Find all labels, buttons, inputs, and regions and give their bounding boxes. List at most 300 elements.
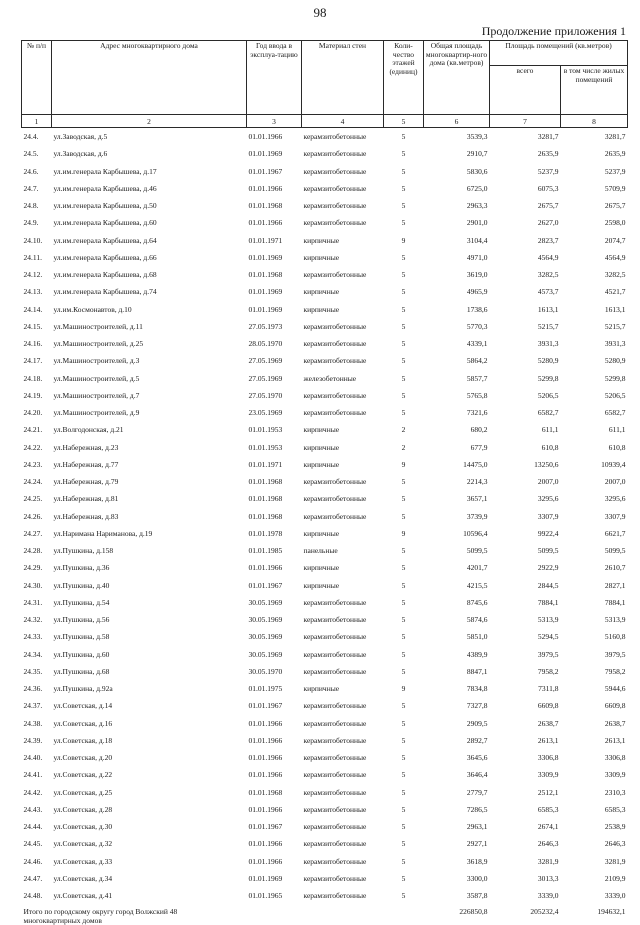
row-material: керамзитобетонные <box>303 856 367 866</box>
row-premises-all: 13250,6 <box>534 459 559 469</box>
row-total-area: 3539,3 <box>466 132 488 142</box>
row-floors: 5 <box>401 873 406 883</box>
table-row <box>22 835 628 852</box>
row-address: ул.Волгодонская, д.21 <box>53 425 124 435</box>
row-year: 01.01.1967 <box>248 701 283 711</box>
row-floors: 5 <box>401 839 406 849</box>
row-floors: 5 <box>401 477 406 487</box>
row-premises-residential: 2638,7 <box>604 718 626 728</box>
table-row <box>22 680 628 697</box>
row-material: керамзитобетонные <box>303 822 367 832</box>
row-address: ул.Советская, д.20 <box>53 753 113 763</box>
row-premises-residential: 5709,9 <box>604 183 626 193</box>
row-year: 27.05.1970 <box>248 390 283 400</box>
row-material: керамзитобетонные <box>303 615 367 625</box>
row-total-area: 5864,2 <box>466 356 488 366</box>
row-year: 01.01.1978 <box>248 528 283 538</box>
row-premises-residential: 7958,2 <box>604 666 626 676</box>
row-premises-residential: 2310,3 <box>604 787 626 797</box>
row-address: ул.Пушкина, д.40 <box>53 580 110 590</box>
row-premises-all: 7311,8 <box>538 684 559 694</box>
row-premises-all: 4573,7 <box>537 287 559 297</box>
table-row <box>22 490 628 507</box>
table-row <box>22 249 628 266</box>
header-total-area: Общая площадь многоквартир-ного дома (кв.метров) <box>424 41 490 115</box>
row-premises-residential: 6582,7 <box>604 408 626 418</box>
row-total-area: 3619,0 <box>466 270 488 280</box>
row-floors: 5 <box>401 321 406 331</box>
row-total-area: 4201,7 <box>466 563 488 573</box>
row-material: керамзитобетонные <box>303 787 367 797</box>
row-number: 24.22. <box>23 442 43 452</box>
row-premises-all: 5099,5 <box>537 546 559 556</box>
column-number: 8 <box>561 115 628 128</box>
row-year: 01.01.1953 <box>248 442 283 452</box>
row-floors: 5 <box>401 149 406 159</box>
row-floors: 5 <box>401 563 406 573</box>
row-number: 24.44. <box>23 822 43 832</box>
total-all-sum: 205232,4 <box>530 907 559 917</box>
row-material: керамзитобетонные <box>303 891 367 901</box>
row-floors: 5 <box>401 183 406 193</box>
total-area-sum: 226850,8 <box>459 907 488 917</box>
row-premises-all: 5237,9 <box>537 166 559 176</box>
row-premises-all: 7884,1 <box>537 597 559 607</box>
row-year: 01.01.1968 <box>248 477 283 487</box>
row-floors: 5 <box>401 666 406 676</box>
total-empty <box>384 904 424 925</box>
row-total-area: 1738,6 <box>466 304 488 314</box>
header-residential: в том числе жилых помещений <box>561 66 628 115</box>
row-number: 24.42. <box>23 787 43 797</box>
row-premises-all: 7958,2 <box>537 666 559 676</box>
row-total-area: 3300,0 <box>466 873 488 883</box>
row-premises-all: 9922,4 <box>537 528 559 538</box>
row-floors: 2 <box>401 442 406 452</box>
row-year: 30.05.1970 <box>248 666 283 676</box>
row-address: ул.им.генерала Карбышева, д.46 <box>53 183 157 193</box>
row-floors: 5 <box>401 615 406 625</box>
row-premises-residential: 5313,9 <box>604 615 626 625</box>
row-premises-residential: 611,1 <box>608 425 626 435</box>
row-material: керамзитобетонные <box>303 597 367 607</box>
row-year: 01.01.1966 <box>248 183 283 193</box>
row-premises-all: 5313,9 <box>537 615 559 625</box>
row-premises-all: 3306,8 <box>537 753 559 763</box>
row-year: 01.01.1967 <box>248 822 283 832</box>
row-premises-all: 6585,3 <box>537 804 559 814</box>
row-address: ул.Советская, д.33 <box>53 856 113 866</box>
column-number: 1 <box>22 115 52 128</box>
row-floors: 9 <box>401 528 406 538</box>
page-number: 98 <box>313 5 327 20</box>
row-premises-all: 6075,3 <box>537 183 559 193</box>
table-row <box>22 577 628 594</box>
row-address: ул.им.генерала Карбышева, д.17 <box>53 166 157 176</box>
row-premises-all: 3282,5 <box>537 270 559 280</box>
row-number: 24.8. <box>23 201 39 211</box>
table-row <box>22 439 628 456</box>
row-year: 01.01.1971 <box>248 235 283 245</box>
row-premises-residential: 610,8 <box>608 442 626 452</box>
row-year: 01.01.1967 <box>248 580 283 590</box>
total-row <box>22 904 628 925</box>
row-floors: 5 <box>401 132 406 142</box>
row-premises-all: 2613,1 <box>537 735 559 745</box>
row-address: ул.Пушкина, д.158 <box>53 546 114 556</box>
row-year: 01.01.1966 <box>248 856 283 866</box>
header-floors: Коли-чество этажей (единиц) <box>384 41 424 115</box>
row-floors: 9 <box>401 684 406 694</box>
table-row <box>22 663 628 680</box>
row-number: 24.40. <box>23 753 43 763</box>
row-total-area: 5830,6 <box>466 166 488 176</box>
table-row <box>22 352 628 369</box>
row-premises-all: 611,1 <box>541 425 559 435</box>
column-number: 6 <box>424 115 490 128</box>
row-premises-all: 5299,8 <box>537 373 559 383</box>
header-all: всего <box>490 66 561 115</box>
row-total-area: 10596,4 <box>463 528 488 538</box>
row-premises-all: 3339,0 <box>537 891 559 901</box>
row-premises-residential: 5299,8 <box>604 373 626 383</box>
row-year: 27.05.1969 <box>248 373 283 383</box>
row-floors: 5 <box>401 649 406 659</box>
header-year: Год ввода в эксплуа-тацию <box>247 41 302 115</box>
row-premises-all: 2627,0 <box>537 218 559 228</box>
table-row <box>22 473 628 490</box>
row-material: керамзитобетонные <box>303 339 367 349</box>
table-row <box>22 766 628 783</box>
row-number: 24.27. <box>23 528 43 538</box>
row-premises-all: 3281,7 <box>537 132 559 142</box>
row-premises-all: 3931,3 <box>537 339 559 349</box>
row-premises-all: 5294,5 <box>537 632 559 642</box>
row-address: ул.Пушкина, д.58 <box>53 632 110 642</box>
table-row <box>22 370 628 387</box>
row-address: ул.Набережная, д.79 <box>53 477 119 487</box>
row-total-area: 5765,8 <box>466 390 488 400</box>
row-premises-residential: 3979,5 <box>604 649 626 659</box>
row-premises-all: 2007,0 <box>537 477 559 487</box>
row-total-area: 2963,3 <box>466 201 488 211</box>
row-address: ул.им.генерала Карбышева, д.50 <box>53 201 157 211</box>
row-address: ул.Набережная, д.81 <box>53 494 119 504</box>
row-premises-residential: 2109,9 <box>604 873 626 883</box>
row-material: кирпичные <box>303 563 340 573</box>
row-premises-residential: 2610,7 <box>604 563 626 573</box>
row-total-area: 2927,1 <box>466 839 488 849</box>
table-row <box>22 387 628 404</box>
row-premises-residential: 3281,9 <box>604 856 626 866</box>
row-address: ул.им.Космонавтов, д.10 <box>53 304 132 314</box>
row-year: 01.01.1969 <box>248 149 283 159</box>
table-row <box>22 887 628 904</box>
row-floors: 5 <box>401 511 406 521</box>
row-number: 24.48. <box>23 891 43 901</box>
row-premises-residential: 3307,9 <box>604 511 626 521</box>
row-material: керамзитобетонные <box>303 477 367 487</box>
row-premises-residential: 3282,5 <box>604 270 626 280</box>
row-material: керамзитобетонные <box>303 753 367 763</box>
row-number: 24.28. <box>23 546 43 556</box>
row-premises-residential: 3931,3 <box>604 339 626 349</box>
row-premises-all: 2675,7 <box>537 201 559 211</box>
row-floors: 5 <box>401 201 406 211</box>
row-total-area: 3657,1 <box>466 494 488 504</box>
table-row <box>22 163 628 180</box>
row-address: ул.им.генерала Карбышева, д.64 <box>53 235 157 245</box>
row-total-area: 7327,8 <box>466 701 488 711</box>
row-premises-residential: 2675,7 <box>604 201 626 211</box>
row-premises-residential: 4521,7 <box>604 287 626 297</box>
row-premises-residential: 2074,7 <box>604 235 626 245</box>
table-row <box>22 128 628 146</box>
row-material: керамзитобетонные <box>303 390 367 400</box>
column-number: 4 <box>302 115 384 128</box>
row-floors: 5 <box>401 735 406 745</box>
row-number: 24.32. <box>23 615 43 625</box>
row-number: 24.24. <box>23 477 43 487</box>
table-row <box>22 594 628 611</box>
row-address: ул.Машиностроителей, д.25 <box>53 339 144 349</box>
row-material: кирпичные <box>303 425 340 435</box>
row-number: 24.35. <box>23 666 43 676</box>
row-premises-residential: 5944,6 <box>604 684 626 694</box>
row-premises-all: 2922,9 <box>537 563 559 573</box>
row-floors: 5 <box>401 494 406 504</box>
row-material: керамзитобетонные <box>303 718 367 728</box>
row-number: 24.7. <box>23 183 39 193</box>
row-number: 24.20. <box>23 408 43 418</box>
row-premises-residential: 5099,5 <box>604 546 626 556</box>
row-material: керамзитобетонные <box>303 873 367 883</box>
row-number: 24.43. <box>23 804 43 814</box>
row-premises-all: 4564,9 <box>537 252 559 262</box>
row-floors: 5 <box>401 753 406 763</box>
row-number: 24.23. <box>23 459 43 469</box>
row-address: ул.Пушкина, д.54 <box>53 597 110 607</box>
row-premises-all: 3979,5 <box>537 649 559 659</box>
row-year: 01.01.1969 <box>248 873 283 883</box>
row-number: 24.12. <box>23 270 43 280</box>
row-material: кирпичные <box>303 304 340 314</box>
table-row <box>22 870 628 887</box>
table-row <box>22 197 628 214</box>
table-row <box>22 611 628 628</box>
row-premises-all: 3309,9 <box>537 770 559 780</box>
row-number: 24.15. <box>23 321 43 331</box>
row-address: ул.Пушкина, д.36 <box>53 563 110 573</box>
row-material: керамзитобетонные <box>303 270 367 280</box>
table-row <box>22 801 628 818</box>
row-address: ул.Набережная, д.23 <box>53 442 119 452</box>
row-premises-all: 5206,5 <box>537 390 559 400</box>
row-premises-residential: 1613,1 <box>604 304 626 314</box>
row-number: 24.9. <box>23 218 39 228</box>
row-material: керамзитобетонные <box>303 321 367 331</box>
row-number: 24.21. <box>23 425 43 435</box>
column-number: 5 <box>384 115 424 128</box>
row-total-area: 4971,0 <box>466 252 488 262</box>
row-address: ул.Советская, д.18 <box>53 735 113 745</box>
row-premises-all: 6582,7 <box>537 408 559 418</box>
row-number: 24.34. <box>23 649 43 659</box>
row-number: 24.4. <box>23 132 39 142</box>
row-floors: 5 <box>401 252 406 262</box>
table-row <box>22 628 628 645</box>
row-address: ул.Советская, д.28 <box>53 804 113 814</box>
total-label-text: Итого по городскому округу город Волжский 48 многоквартирных домов <box>23 907 178 925</box>
row-total-area: 3645,6 <box>466 753 488 763</box>
row-total-area: 8745,6 <box>466 597 488 607</box>
row-address: ул.им.генерала Карбышева, д.74 <box>53 287 157 297</box>
row-premises-residential: 5206,5 <box>604 390 626 400</box>
row-material: керамзитобетонные <box>303 166 367 176</box>
table-row <box>22 180 628 197</box>
row-premises-residential: 2538,9 <box>604 822 626 832</box>
row-number: 24.19. <box>23 390 43 400</box>
row-year: 01.01.1966 <box>248 753 283 763</box>
table-row <box>22 715 628 732</box>
table-row <box>22 335 628 352</box>
row-number: 24.46. <box>23 856 43 866</box>
row-year: 30.05.1969 <box>248 632 283 642</box>
housing-table <box>21 40 628 925</box>
row-address: ул.Набережная, д.83 <box>53 511 119 521</box>
row-material: керамзитобетонные <box>303 804 367 814</box>
row-material: керамзитобетонные <box>303 649 367 659</box>
row-premises-residential: 3295,6 <box>604 494 626 504</box>
row-floors: 9 <box>401 235 406 245</box>
row-floors: 5 <box>401 632 406 642</box>
row-number: 24.13. <box>23 287 43 297</box>
row-floors: 2 <box>401 425 406 435</box>
table-row <box>22 421 628 438</box>
row-floors: 5 <box>401 408 406 418</box>
row-number: 24.45. <box>23 839 43 849</box>
row-address: ул.Машиностроителей, д.3 <box>53 356 140 366</box>
row-premises-residential: 10939,4 <box>601 459 626 469</box>
table-row <box>22 456 628 473</box>
row-address: ул.Набережная, д.77 <box>53 459 119 469</box>
table-row <box>22 301 628 318</box>
row-address: ул.Советская, д.16 <box>53 718 113 728</box>
table-row <box>22 749 628 766</box>
row-premises-all: 1613,1 <box>537 304 559 314</box>
row-premises-all: 6609,8 <box>537 701 559 711</box>
row-year: 01.01.1966 <box>248 718 283 728</box>
row-number: 24.26. <box>23 511 43 521</box>
row-premises-residential: 6621,7 <box>604 528 626 538</box>
row-material: керамзитобетонные <box>303 511 367 521</box>
row-floors: 5 <box>401 218 406 228</box>
row-material: керамзитобетонные <box>303 632 367 642</box>
row-year: 01.01.1971 <box>248 459 283 469</box>
row-material: кирпичные <box>303 528 340 538</box>
row-material: керамзитобетонные <box>303 201 367 211</box>
row-premises-all: 3295,6 <box>537 494 559 504</box>
row-premises-all: 3307,9 <box>537 511 559 521</box>
row-year: 01.01.1966 <box>248 804 283 814</box>
row-premises-all: 2635,9 <box>537 149 559 159</box>
row-total-area: 5099,5 <box>466 546 488 556</box>
row-number: 24.31. <box>23 597 43 607</box>
row-address: ул.Машиностроителей, д.11 <box>53 321 143 331</box>
table-row <box>22 732 628 749</box>
row-year: 01.01.1985 <box>248 546 283 556</box>
row-year: 01.01.1969 <box>248 304 283 314</box>
row-number: 24.41. <box>23 770 43 780</box>
row-premises-all: 2638,7 <box>537 718 559 728</box>
row-floors: 5 <box>401 287 406 297</box>
column-number: 3 <box>247 115 302 128</box>
row-year: 01.01.1966 <box>248 132 283 142</box>
table-row <box>22 646 628 663</box>
row-premises-all: 2646,3 <box>537 839 559 849</box>
row-address: ул.Советская, д.32 <box>53 839 113 849</box>
row-material: кирпичные <box>303 580 340 590</box>
table-row <box>22 559 628 576</box>
row-premises-residential: 5237,9 <box>604 166 626 176</box>
row-address: ул.Советская, д.22 <box>53 770 113 780</box>
row-address: ул.Заводская, д.6 <box>53 149 108 159</box>
row-premises-residential: 3281,7 <box>604 132 626 142</box>
row-total-area: 680,2 <box>470 425 488 435</box>
row-premises-all: 2823,7 <box>537 235 559 245</box>
row-premises-residential: 6585,3 <box>604 804 626 814</box>
row-total-area: 2892,7 <box>466 735 488 745</box>
row-floors: 5 <box>401 304 406 314</box>
row-material: керамзитобетонные <box>303 183 367 193</box>
row-floors: 5 <box>401 701 406 711</box>
row-year: 01.01.1968 <box>248 787 283 797</box>
row-year: 27.05.1973 <box>248 321 283 331</box>
row-total-area: 4389,9 <box>466 649 488 659</box>
row-year: 30.05.1969 <box>248 649 283 659</box>
row-year: 01.01.1966 <box>248 735 283 745</box>
row-floors: 5 <box>401 580 406 590</box>
row-total-area: 5851,0 <box>466 632 488 642</box>
row-total-area: 2910,7 <box>466 149 488 159</box>
row-premises-all: 3013,3 <box>537 873 559 883</box>
column-number: 2 <box>52 115 247 128</box>
table-row <box>22 283 628 300</box>
row-material: керамзитобетонные <box>303 839 367 849</box>
row-number: 24.14. <box>23 304 43 314</box>
row-material: керамзитобетонные <box>303 218 367 228</box>
row-floors: 5 <box>401 856 406 866</box>
row-number: 24.6. <box>23 166 39 176</box>
row-premises-residential: 5280,9 <box>604 356 626 366</box>
row-number: 24.10. <box>23 235 43 245</box>
row-total-area: 7834,8 <box>466 684 488 694</box>
row-material: кирпичные <box>303 252 340 262</box>
table-row <box>22 542 628 559</box>
table-row <box>22 697 628 714</box>
row-floors: 5 <box>401 270 406 280</box>
row-number: 24.25. <box>23 494 43 504</box>
row-address: ул.Пушкина, д.60 <box>53 649 110 659</box>
row-material: керамзитобетонные <box>303 356 367 366</box>
row-address: ул.Советская, д.41 <box>53 891 113 901</box>
row-floors: 5 <box>401 546 406 556</box>
row-total-area: 3104,4 <box>466 235 488 245</box>
row-floors: 5 <box>401 804 406 814</box>
row-material: кирпичные <box>303 235 340 245</box>
row-total-area: 2909,5 <box>466 718 488 728</box>
row-premises-residential: 5160,8 <box>604 632 626 642</box>
